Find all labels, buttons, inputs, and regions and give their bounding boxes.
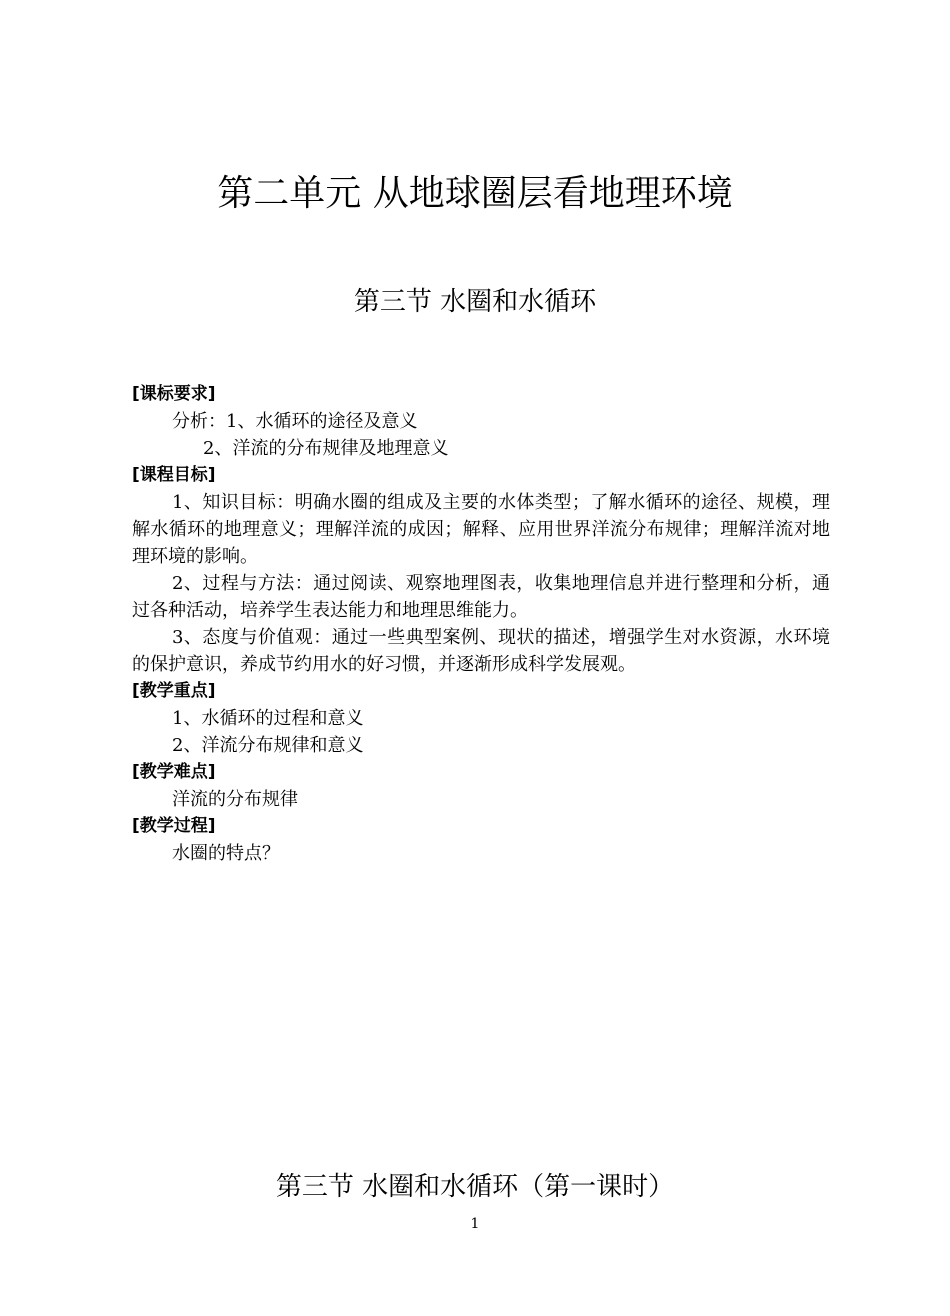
unit-title: 第二单元 从地球圈层看地理环境 (217, 173, 733, 214)
difficulties-heading: [教学难点] (132, 762, 216, 782)
process-heading: [教学过程] (132, 816, 216, 836)
lesson-plan-body (132, 381, 830, 867)
standards-line-1: 分析：1、水循环的途径及意义 (172, 411, 418, 432)
objectives-paragraph-2: 2、过程与方法：通过阅读、观察地理图表，收集地理信息并进行整理和分析，通过各种活动，培养学生表达能力和地理思维能力。 (132, 573, 830, 621)
objectives-paragraph-3: 3、态度与价值观：通过一些典型案例、现状的描述，增强学生对水资源，水环境的保护意识，养成节约用水的好习惯，并逐渐形成科学发展观。 (132, 627, 830, 675)
key-point-item-2: 2、洋流分布规律和意义 (172, 735, 364, 756)
objectives-heading: [课程目标] (132, 465, 216, 485)
key-point-item-1: 1、水循环的过程和意义 (172, 708, 364, 729)
objectives-paragraph-1: 1、知识目标：明确水圈的组成及主要的水体类型；了解水循环的途径、规模，理解水循环的地理意义；理解洋流的成因；解释、应用世界洋流分布规律；理解洋流对地理环境的影响。 (132, 492, 830, 567)
standards-line-2: 2、洋流的分布规律及地理意义 (203, 438, 449, 459)
process-item-1: 水圈的特点？ (172, 843, 280, 864)
standards-heading: [课标要求] (132, 384, 216, 404)
section-title: 第三节 水圈和水循环 (353, 287, 597, 317)
lesson-title: 第三节 水圈和水循环（第一课时） (275, 1172, 675, 1202)
difficulty-item-1: 洋流的分布规律 (172, 789, 298, 810)
page-number: 1 (470, 1216, 480, 1232)
key-points-heading: [教学重点] (132, 681, 216, 701)
